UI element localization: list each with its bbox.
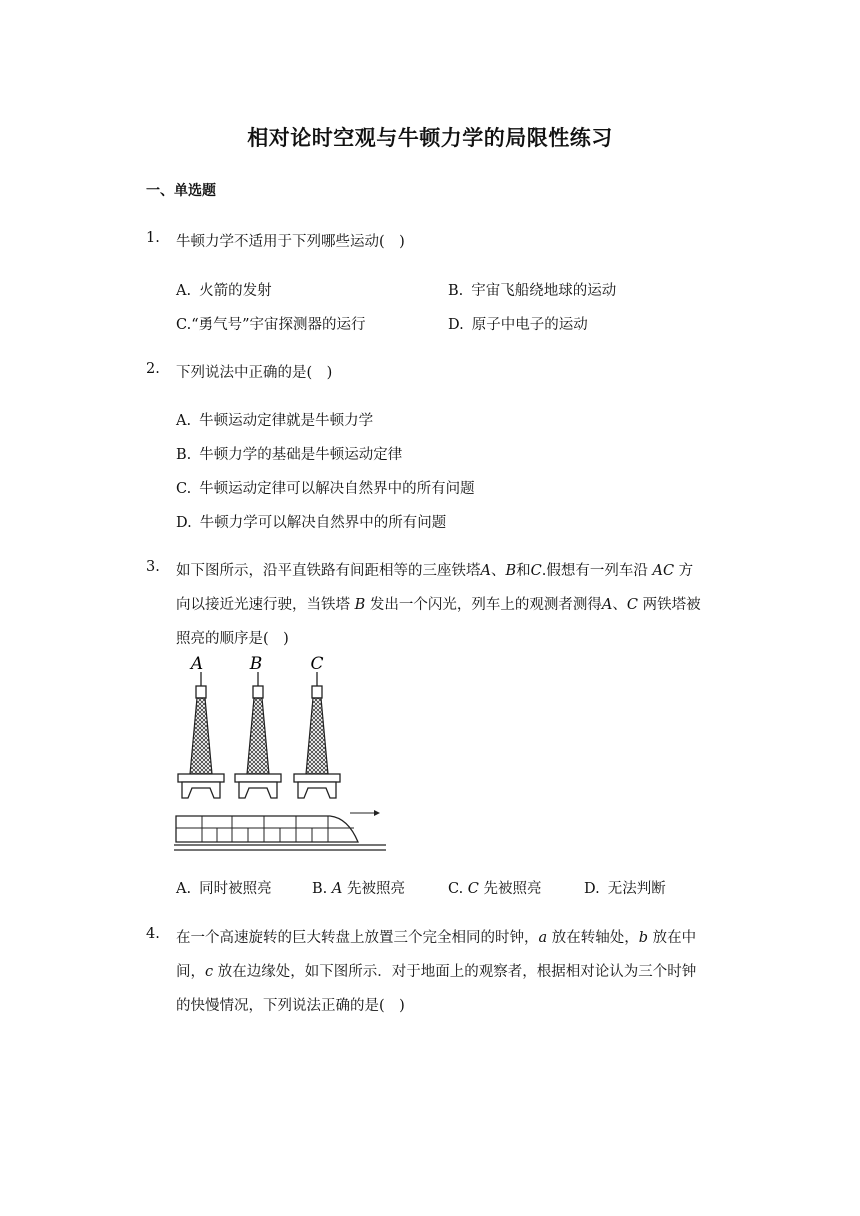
question-2-text: 下列说法中正确的是( ) [176, 365, 333, 381]
option-label: C. [176, 317, 192, 333]
question-2-option-c[interactable] [176, 477, 475, 498]
train [176, 816, 358, 842]
question-4-line-3: 的快慢情况，下列说法正确的是( ) [176, 998, 405, 1014]
option-label: C. [176, 481, 192, 497]
option-text: 先被照亮 [346, 881, 405, 897]
question-2-option-a[interactable] [176, 409, 373, 430]
question-1-option-d[interactable] [448, 313, 588, 334]
option-text: 宇宙飞船绕地球的运动 [471, 283, 617, 299]
question-3-option-c[interactable] [448, 877, 542, 898]
option-label: D. [448, 317, 464, 333]
option-label: B. [448, 283, 464, 299]
option-label: A. [176, 283, 192, 299]
question-4-number: 4. [146, 926, 160, 942]
option-var: A [331, 881, 343, 897]
question-3-line-1: 如下图所示，沿平直铁路有间距相等的三座铁塔A、B和C.假想有一列车沿 AC 方 [176, 563, 694, 579]
option-text: 牛顿运动定律就是牛顿力学 [199, 413, 374, 429]
tower-label-c: C [310, 654, 324, 674]
question-3-option-d[interactable] [584, 877, 666, 898]
option-text: 牛顿运动定律可以解决自然界中的所有问题 [199, 481, 475, 497]
rails [174, 845, 386, 850]
question-1-option-a[interactable] [176, 279, 272, 300]
option-text: 同时被照亮 [199, 881, 272, 897]
question-3-line-2: 向以接近光速行驶，当铁塔 B 发出一个闪光，列车上的观测者测得A、C 两铁塔被 [176, 597, 701, 613]
question-1-option-b[interactable] [448, 279, 616, 300]
tower-label-a: A [190, 654, 204, 674]
question-2-option-d[interactable] [176, 511, 446, 532]
question-4-line-1: 在一个高速旋转的巨大转盘上放置三个完全相同的时钟，a 放在转轴处，b 放在中 [176, 930, 697, 946]
option-label: D. [176, 515, 192, 531]
option-label: B. [176, 447, 192, 463]
tower-a [178, 654, 224, 798]
question-3-number: 3. [146, 559, 160, 575]
section-heading: 一、单选题 [146, 183, 216, 199]
tower-c [294, 654, 340, 798]
question-2-option-b[interactable] [176, 443, 402, 464]
question-1-number: 1. [146, 230, 160, 246]
option-text: 火箭的发射 [199, 283, 272, 299]
question-3-option-a[interactable] [176, 877, 272, 898]
tower-train-figure [172, 652, 392, 856]
option-text: 原子中电子的运动 [471, 317, 588, 333]
option-text: 先被照亮 [483, 881, 542, 897]
tower-b [235, 654, 281, 798]
question-4-line-2: 间，c 放在边缘处，如下图所示．对于地面上的观察者，根据相对论认为三个时钟 [176, 964, 697, 980]
option-text: 牛顿力学的基础是牛顿运动定律 [199, 447, 403, 463]
question-1-text: 牛顿力学不适用于下列哪些运动( ) [176, 234, 405, 250]
option-var: C [467, 881, 479, 897]
question-2-number: 2. [146, 361, 160, 377]
option-label: C. [448, 881, 464, 897]
tower-label-b: B [249, 654, 263, 674]
direction-arrow [350, 810, 380, 816]
option-label: A. [176, 881, 192, 897]
option-text: 牛顿力学可以解决自然界中的所有问题 [199, 515, 447, 531]
option-text: “勇气号”宇宙探测器的运行 [191, 317, 366, 333]
option-label: B. [312, 881, 328, 897]
option-label: D. [584, 881, 600, 897]
question-3-line-3: 照亮的顺序是( ) [176, 631, 289, 647]
option-label: A. [176, 413, 192, 429]
question-3-option-b[interactable] [312, 877, 405, 898]
question-1-option-c[interactable] [176, 313, 366, 334]
option-text: 无法判断 [607, 881, 666, 897]
page-title: 相对论时空观与牛顿力学的局限性练习 [247, 126, 613, 150]
